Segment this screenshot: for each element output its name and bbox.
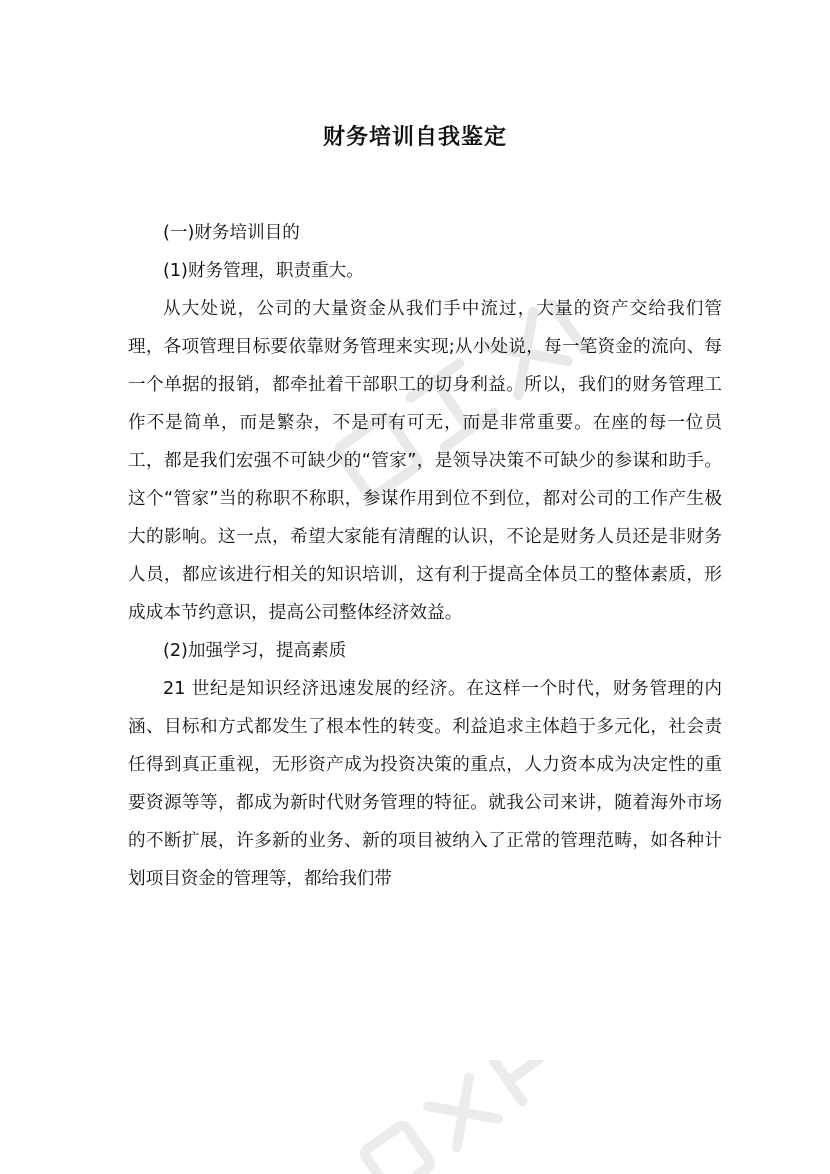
paragraph-knowledge-economy: 21 世纪是知识经济迅速发展的经济。在这样一个时代，财务管理的内涵、目标和方式都发生了根本性的转变。利益追求主体趋于多元化，社会责任得到真正重视，无形资产成为投资决策的重点，人力资本成为决定性的重要资源等等，都成为新时代财务管理的特征。就我公司来讲，随着海外市场的不断扩展，许多新的业务、新的项目被纳入了正常的管理范畴，如各种计划项目资金的管理等，都给我们带 (128, 679, 722, 889)
paragraph-responsibility: 从大处说，公司的大量资金从我们手中流过，大量的资产交给我们管理，各项管理目标要依靠财务管理来实现;从小处说，每一笔资金的流向、每一个单据的报销，都牵扯着干部职工的切身利益。所以，我们的财务管理工作不是简单，而是繁杂，不是可有可无，而是非常重要。在座的每一位员工，都是我们宏强不可缺少的“管家”，是领导决策不可缺少的参谋和助手。这个“管家”当的称职不称职，参谋作用到位不到位，都对公司的工作产生极大的影响。这一点，希望大家能有清醒的认识，不论是财务人员还是非财务人员，都应该进行相关的知识培训，这有利于提高全体员工的整体素质，形成成本节约意识，提高公司整体经济效益。 (128, 299, 722, 623)
subheading-strengthen-learning: (2)加强学习，提高素质 (163, 641, 347, 661)
subheading-financial-management: (1)财务管理，职责重大。 (163, 261, 364, 281)
document-body (128, 214, 722, 898)
watermark-logo-icon-bottom (330, 1060, 590, 1174)
section-heading-purpose: (一)财务培训目的 (163, 223, 300, 243)
document-title: 财务培训自我鉴定 (322, 125, 507, 150)
